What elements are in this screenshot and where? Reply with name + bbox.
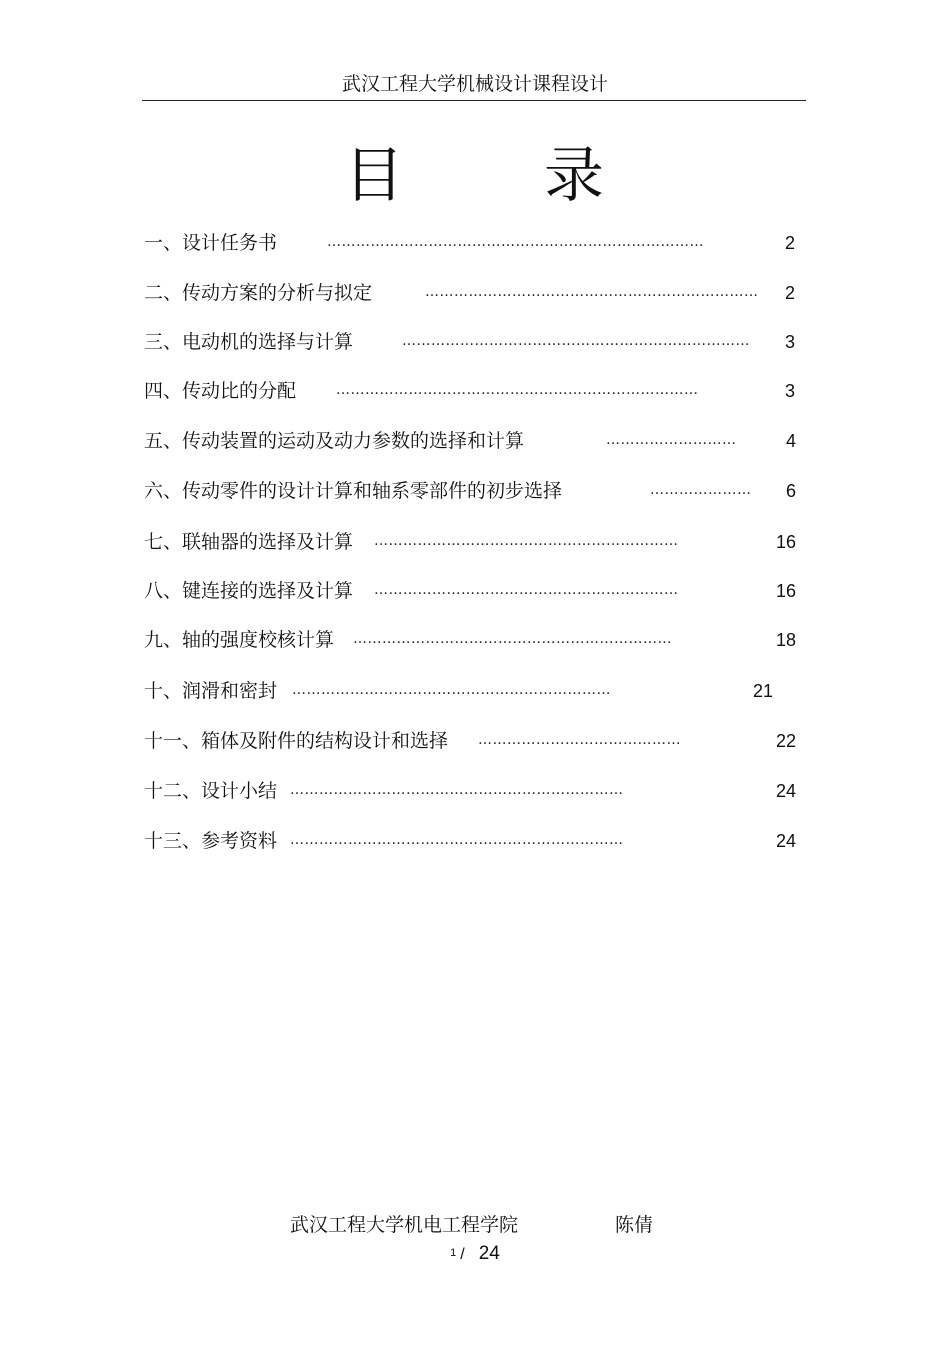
toc-entry-leader: ………………………………………………………… xyxy=(292,682,611,698)
toc-entry-leader: …………………………………………………………… xyxy=(290,832,624,848)
toc-entry-label: 七、联轴器的选择及计算 xyxy=(144,531,354,553)
toc-title xyxy=(0,140,950,212)
toc-entry-label: 十三、参考资料 xyxy=(144,830,278,852)
toc-entry-leader: …………………………………… xyxy=(478,732,681,748)
footer-author: 陈倩 xyxy=(615,1214,654,1236)
toc-entry-label: 十、润滑和密封 xyxy=(144,680,278,702)
toc-entry-label: 五、传动装置的运动及动力参数的选择和计算 xyxy=(144,430,525,452)
toc-entry-label: 八、键连接的选择及计算 xyxy=(144,580,354,602)
toc-entry-leader: ……………………………………………………………… xyxy=(402,333,750,349)
toc-entry-leader: ………………… xyxy=(650,482,752,498)
toc-entry-leader: ……………………………………………………… xyxy=(374,582,679,598)
page-separator: / xyxy=(460,1246,465,1263)
toc-entry-page: 24 xyxy=(775,781,796,801)
toc-entry-page: 24 xyxy=(775,831,796,851)
toc-entry-page: 16 xyxy=(775,581,796,601)
toc-entry-page: 16 xyxy=(775,532,796,552)
toc-entry-label: 三、电动机的选择与计算 xyxy=(144,331,354,353)
toc-entry-page: 3 xyxy=(784,332,795,352)
toc-title-char-2: 录 xyxy=(544,141,604,211)
toc-entry-leader: …………………………………………………………………… xyxy=(327,234,704,250)
page-number xyxy=(0,1243,950,1271)
toc-entry-leader: ………………………………………………………… xyxy=(353,631,672,647)
toc-entry-page: 2 xyxy=(784,283,795,303)
toc-entry-label: 十二、设计小结 xyxy=(144,780,278,802)
header-divider xyxy=(142,100,806,101)
toc-entry-label: 二、传动方案的分析与拟定 xyxy=(144,282,373,304)
toc-entry-label: 十一、箱体及附件的结构设计和选择 xyxy=(144,730,449,752)
toc-entry-label: 四、传动比的分配 xyxy=(144,380,297,402)
toc-entry-label: 一、设计任务书 xyxy=(144,232,278,254)
toc-entry-leader: ……………………………………………………… xyxy=(374,533,679,549)
footer-college: 武汉工程大学机电工程学院 xyxy=(290,1214,519,1236)
toc-entry-leader: ……………………… xyxy=(606,432,737,448)
toc-entry-page: 2 xyxy=(784,233,795,253)
toc-entry-leader: …………………………………………………………… xyxy=(425,284,759,300)
page-footer xyxy=(0,1210,950,1240)
toc-entry-label: 九、轴的强度校核计算 xyxy=(144,629,335,651)
toc-entry-page: 22 xyxy=(775,731,796,751)
toc-title-char-1: 目 xyxy=(344,141,404,211)
header-title: 武汉工程大学机械设计课程设计 xyxy=(341,73,608,95)
toc-entry-leader: ………………………………………………………………… xyxy=(336,382,699,398)
toc-entry-page: 6 xyxy=(785,481,796,501)
toc-entry-page: 3 xyxy=(784,381,795,401)
toc-entry-page: 4 xyxy=(785,431,796,451)
toc-entry-page: 18 xyxy=(775,630,796,650)
toc-entry-leader: …………………………………………………………… xyxy=(290,782,624,798)
toc-entry-page: 21 xyxy=(752,681,773,701)
page-current: 1 xyxy=(450,1247,457,1259)
page-total: 24 xyxy=(478,1243,500,1264)
toc-entry-label: 六、传动零件的设计计算和轴系零部件的初步选择 xyxy=(144,480,563,502)
